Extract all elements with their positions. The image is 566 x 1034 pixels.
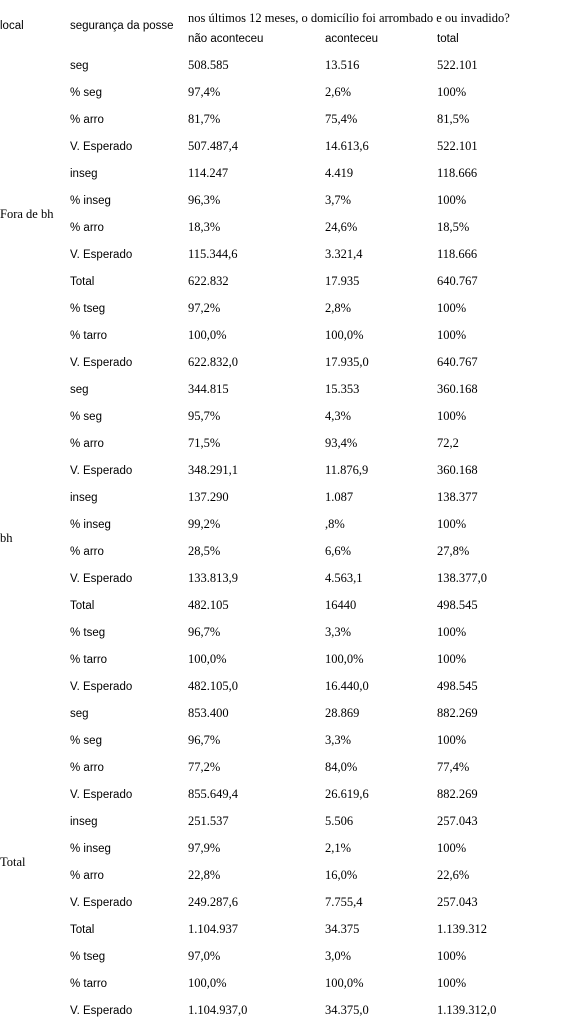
cell-aconteceu: 84,0% <box>325 760 358 774</box>
cell-total: 77,4% <box>437 760 470 774</box>
cell-total: 27,8% <box>437 544 470 558</box>
table-row <box>0 430 566 457</box>
cell-aconteceu: 2,6% <box>325 85 352 99</box>
table-row <box>0 565 566 592</box>
cell-total: 100% <box>437 625 467 639</box>
cell-total: 72,2 <box>437 436 459 450</box>
cell-total: 257.043 <box>437 814 478 828</box>
table-row <box>0 295 566 322</box>
row-label: % arro <box>70 221 104 234</box>
cell-nao-aconteceu: 114.247 <box>188 166 229 180</box>
cell-nao-aconteceu: 77,2% <box>188 760 221 774</box>
cell-aconteceu: 11.876,9 <box>325 463 369 477</box>
cell-nao-aconteceu: 622.832 <box>188 274 229 288</box>
cell-aconteceu: ,8% <box>325 517 345 531</box>
cell-nao-aconteceu: 100,0% <box>188 328 227 342</box>
table-row <box>0 862 566 889</box>
table-row <box>0 781 566 808</box>
row-label: % arro <box>70 761 104 774</box>
row-label: % tarro <box>70 329 108 342</box>
row-label: seg <box>70 383 89 396</box>
cell-nao-aconteceu: 28,5% <box>188 544 221 558</box>
cell-nao-aconteceu: 100,0% <box>188 652 227 666</box>
cell-nao-aconteceu: 96,3% <box>188 193 221 207</box>
row-label: V. Esperado <box>70 140 133 153</box>
cell-aconteceu: 16,0% <box>325 868 358 882</box>
table-row <box>0 79 566 106</box>
cell-total: 257.043 <box>437 895 478 909</box>
row-label: inseg <box>70 167 98 180</box>
row-label: % arro <box>70 113 104 126</box>
cell-total: 100% <box>437 976 467 990</box>
row-label: Total <box>70 599 95 612</box>
cell-total: 138.377,0 <box>437 571 487 585</box>
cell-aconteceu: 100,0% <box>325 976 364 990</box>
cell-total: 22,6% <box>437 868 470 882</box>
table-row <box>0 160 566 187</box>
cell-total: 100% <box>437 85 467 99</box>
header-aconteceu: aconteceu <box>325 33 379 45</box>
table-row <box>0 457 566 484</box>
row-label: % arro <box>70 545 104 558</box>
cell-aconteceu: 7.755,4 <box>325 895 363 909</box>
row-label: % tarro <box>70 653 108 666</box>
table-row <box>0 349 566 376</box>
cell-total: 100% <box>437 301 467 315</box>
row-label: % seg <box>70 410 102 423</box>
row-label: % tseg <box>70 302 106 315</box>
cell-nao-aconteceu: 1.104.937 <box>188 922 238 936</box>
cell-nao-aconteceu: 97,9% <box>188 841 221 855</box>
cell-aconteceu: 3,0% <box>325 949 352 963</box>
cell-nao-aconteceu: 22,8% <box>188 868 221 882</box>
cell-aconteceu: 26.619,6 <box>325 787 369 801</box>
table-row <box>0 52 566 79</box>
cell-total: 640.767 <box>437 274 478 288</box>
cell-nao-aconteceu: 1.104.937,0 <box>188 1003 248 1017</box>
table-row <box>0 241 566 268</box>
cell-aconteceu: 34.375,0 <box>325 1003 369 1017</box>
cell-nao-aconteceu: 133.813,9 <box>188 571 238 585</box>
cell-nao-aconteceu: 853.400 <box>188 706 229 720</box>
cell-total: 882.269 <box>437 787 478 801</box>
cell-nao-aconteceu: 81,7% <box>188 112 221 126</box>
table-row <box>0 106 566 133</box>
table-row <box>0 700 566 727</box>
group-label: Fora de bh <box>0 206 54 221</box>
cell-aconteceu: 28.869 <box>325 706 360 720</box>
row-label: % inseg <box>70 518 111 531</box>
cell-total: 522.101 <box>437 58 478 72</box>
cell-aconteceu: 2,8% <box>325 301 352 315</box>
cell-aconteceu: 1.087 <box>325 490 354 504</box>
cell-nao-aconteceu: 115.344,6 <box>188 247 238 261</box>
row-label: % arro <box>70 869 104 882</box>
cell-aconteceu: 24,6% <box>325 220 358 234</box>
cell-total: 100% <box>437 733 467 747</box>
cell-total: 360.168 <box>437 463 478 477</box>
cell-aconteceu: 3,3% <box>325 625 352 639</box>
header-row-1 <box>0 0 566 26</box>
cell-aconteceu: 3.321,4 <box>325 247 363 261</box>
row-label: % inseg <box>70 194 111 207</box>
row-label: % seg <box>70 86 102 99</box>
cell-aconteceu: 100,0% <box>325 328 364 342</box>
cell-total: 100% <box>437 517 467 531</box>
cell-total: 100% <box>437 328 467 342</box>
cell-nao-aconteceu: 96,7% <box>188 625 221 639</box>
table-row <box>0 835 566 862</box>
cell-nao-aconteceu: 622.832,0 <box>188 355 238 369</box>
table-row <box>0 970 566 997</box>
cell-nao-aconteceu: 18,3% <box>188 220 221 234</box>
table-row <box>0 808 566 835</box>
table-row <box>0 322 566 349</box>
cell-total: 498.545 <box>437 679 478 693</box>
cell-total: 138.377 <box>437 490 478 504</box>
cell-nao-aconteceu: 100,0% <box>188 976 227 990</box>
row-label: V. Esperado <box>70 464 133 477</box>
cell-aconteceu: 93,4% <box>325 436 358 450</box>
row-label: % inseg <box>70 842 111 855</box>
row-label: inseg <box>70 815 98 828</box>
cell-aconteceu: 3,3% <box>325 733 352 747</box>
row-label: V. Esperado <box>70 248 133 261</box>
cell-aconteceu: 15.353 <box>325 382 360 396</box>
table-row <box>0 214 566 241</box>
header-total: total <box>437 33 459 45</box>
row-label: % seg <box>70 734 102 747</box>
table-row <box>0 997 566 1024</box>
table-row <box>0 268 566 295</box>
cell-nao-aconteceu: 348.291,1 <box>188 463 238 477</box>
cell-total: 81,5% <box>437 112 470 126</box>
table-row <box>0 403 566 430</box>
row-label: % tseg <box>70 950 106 963</box>
row-label: seg <box>70 59 89 72</box>
cell-aconteceu: 16.440,0 <box>325 679 369 693</box>
row-label: seg <box>70 707 89 720</box>
cell-total: 100% <box>437 409 467 423</box>
row-label: Total <box>70 275 95 288</box>
cell-aconteceu: 100,0% <box>325 652 364 666</box>
cell-nao-aconteceu: 97,2% <box>188 301 221 315</box>
cell-total: 882.269 <box>437 706 478 720</box>
cell-total: 498.545 <box>437 598 478 612</box>
cell-nao-aconteceu: 95,7% <box>188 409 221 423</box>
cell-aconteceu: 6,6% <box>325 544 352 558</box>
cell-nao-aconteceu: 482.105 <box>188 598 229 612</box>
row-label: % tseg <box>70 626 106 639</box>
cell-nao-aconteceu: 507.487,4 <box>188 139 238 153</box>
cell-nao-aconteceu: 97,0% <box>188 949 221 963</box>
cell-total: 522.101 <box>437 139 478 153</box>
row-label: Total <box>70 923 95 936</box>
row-label: V. Esperado <box>70 1004 133 1017</box>
row-label: V. Esperado <box>70 680 133 693</box>
cell-aconteceu: 17.935,0 <box>325 355 369 369</box>
cell-aconteceu: 75,4% <box>325 112 358 126</box>
table-row <box>0 754 566 781</box>
cell-aconteceu: 5.506 <box>325 814 354 828</box>
cell-nao-aconteceu: 508.585 <box>188 58 229 72</box>
table-row <box>0 646 566 673</box>
row-label: % arro <box>70 437 104 450</box>
cell-nao-aconteceu: 96,7% <box>188 733 221 747</box>
cell-nao-aconteceu: 71,5% <box>188 436 221 450</box>
cell-aconteceu: 4,3% <box>325 409 352 423</box>
cell-total: 18,5% <box>437 220 470 234</box>
table-row <box>0 133 566 160</box>
cell-total: 100% <box>437 841 467 855</box>
table-row <box>0 511 566 538</box>
cell-nao-aconteceu: 482.105,0 <box>188 679 238 693</box>
cell-total: 360.168 <box>437 382 478 396</box>
cell-total: 640.767 <box>437 355 478 369</box>
row-label: inseg <box>70 491 98 504</box>
cell-aconteceu: 17.935 <box>325 274 360 288</box>
group-label: bh <box>0 530 13 545</box>
table-row <box>0 673 566 700</box>
cell-aconteceu: 4.419 <box>325 166 354 180</box>
row-label: % tarro <box>70 977 108 990</box>
table-row <box>0 484 566 511</box>
cell-total: 118.666 <box>437 166 478 180</box>
row-label: V. Esperado <box>70 788 133 801</box>
group-label: Total <box>0 854 26 869</box>
cell-nao-aconteceu: 251.537 <box>188 814 229 828</box>
cell-nao-aconteceu: 137.290 <box>188 490 229 504</box>
cell-total: 100% <box>437 949 467 963</box>
table-row <box>0 592 566 619</box>
cell-aconteceu: 2,1% <box>325 841 352 855</box>
header-question: nos últimos 12 meses, o domicílio foi arrombado e ou invadido? <box>188 11 510 25</box>
cell-nao-aconteceu: 855.649,4 <box>188 787 238 801</box>
cell-nao-aconteceu: 249.287,6 <box>188 895 238 909</box>
cell-nao-aconteceu: 344.815 <box>188 382 229 396</box>
cell-aconteceu: 14.613,6 <box>325 139 369 153</box>
cell-aconteceu: 4.563,1 <box>325 571 363 585</box>
table-row <box>0 619 566 646</box>
cell-aconteceu: 34.375 <box>325 922 360 936</box>
table-row <box>0 187 566 214</box>
cell-nao-aconteceu: 99,2% <box>188 517 221 531</box>
header-nao-aconteceu: não aconteceu <box>188 33 264 45</box>
table-row <box>0 376 566 403</box>
cell-aconteceu: 16440 <box>325 598 357 612</box>
header-local: local <box>0 20 24 32</box>
table-row <box>0 538 566 565</box>
cell-total: 100% <box>437 193 467 207</box>
cell-aconteceu: 3,7% <box>325 193 352 207</box>
cell-nao-aconteceu: 97,4% <box>188 85 221 99</box>
cell-total: 118.666 <box>437 247 478 261</box>
table-row <box>0 943 566 970</box>
cell-aconteceu: 13.516 <box>325 58 360 72</box>
row-label: V. Esperado <box>70 572 133 585</box>
cell-total: 100% <box>437 652 467 666</box>
row-label: V. Esperado <box>70 356 133 369</box>
cell-total: 1.139.312,0 <box>437 1003 497 1017</box>
header-seguranca-posse: segurança da posse <box>70 20 174 32</box>
cell-total: 1.139.312 <box>437 922 487 936</box>
table-row <box>0 727 566 754</box>
table-row <box>0 889 566 916</box>
row-label: V. Esperado <box>70 896 133 909</box>
table-row <box>0 916 566 943</box>
